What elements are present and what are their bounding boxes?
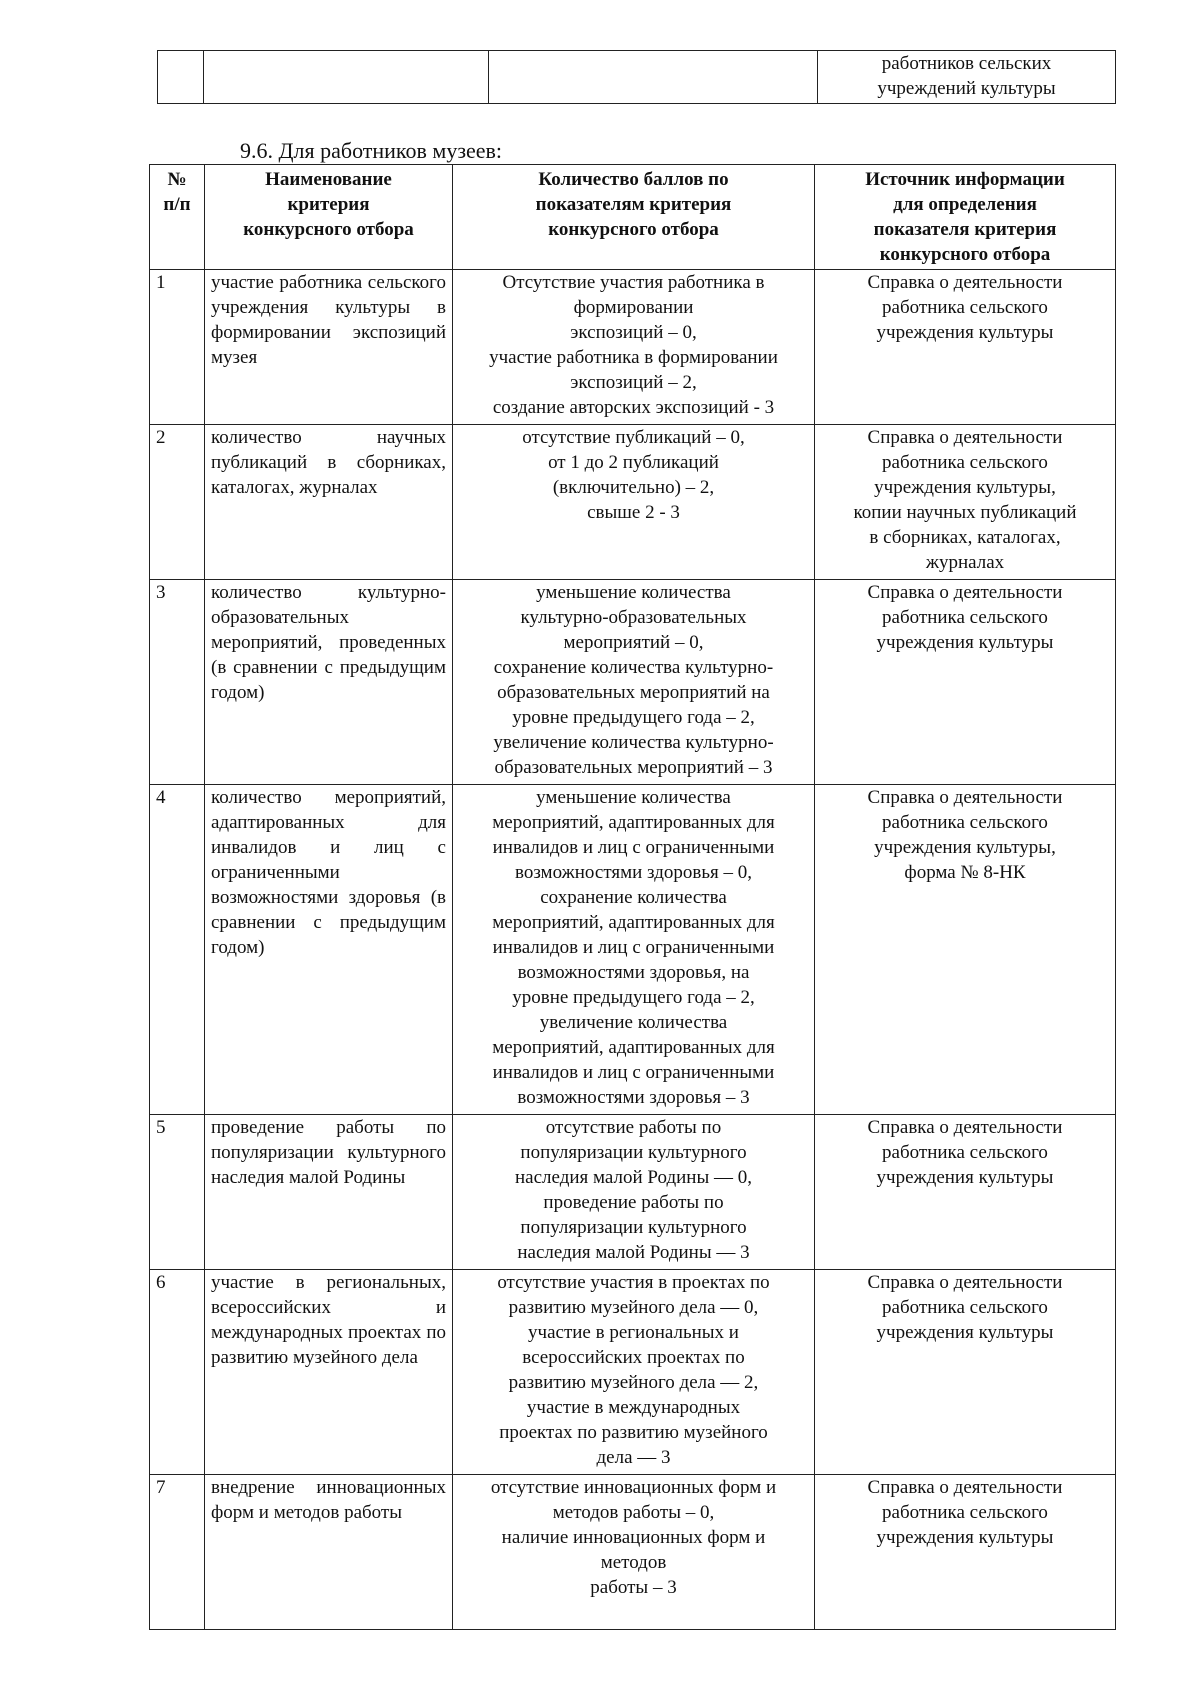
score-line: Отсутствие участия работника в bbox=[502, 272, 765, 293]
section-heading: 9.6. Для работников музеев: bbox=[240, 138, 503, 163]
source-line: работника сельского bbox=[882, 297, 1048, 318]
source-line: работника сельского bbox=[882, 812, 1048, 833]
cell-line: учреждений культуры bbox=[877, 78, 1056, 99]
score-line: методов bbox=[600, 1552, 667, 1573]
score-line: образовательных мероприятий – 3 bbox=[494, 757, 773, 778]
table-row bbox=[150, 785, 1116, 1115]
header-line: конкурсного отбора bbox=[879, 244, 1051, 265]
score-line: отсутствие публикаций – 0, bbox=[522, 427, 745, 448]
source-line: в сборниках, каталогах, bbox=[869, 527, 1061, 548]
header-line: № bbox=[167, 169, 187, 190]
score-line: дела — 3 bbox=[596, 1447, 671, 1468]
source-line: Справка о деятельности bbox=[867, 1477, 1063, 1498]
score-line: наследия малой Родины — 3 bbox=[517, 1242, 750, 1263]
score-line: экспозиций – 2, bbox=[570, 372, 697, 393]
row-source bbox=[815, 580, 1116, 785]
score-line: мероприятий, адаптированных для bbox=[492, 812, 775, 833]
row-scores bbox=[453, 1115, 815, 1270]
source-line: Справка о деятельности bbox=[867, 1272, 1063, 1293]
row-criterion: участие работника сельского учреждения культуры в формировании экспозиций музея bbox=[205, 270, 453, 425]
source-line: работника сельского bbox=[882, 1142, 1048, 1163]
row-number: 5 bbox=[150, 1115, 205, 1270]
source-line: журналах bbox=[925, 552, 1005, 573]
row-source bbox=[815, 1115, 1116, 1270]
source-line: Справка о деятельности bbox=[867, 427, 1063, 448]
criteria-table bbox=[149, 164, 1116, 1630]
score-line: развитию музейного дела — 0, bbox=[508, 1297, 759, 1318]
score-line: экспозиций – 0, bbox=[570, 322, 697, 343]
source-line: учреждения культуры, bbox=[874, 477, 1056, 498]
score-line: отсутствие участия в проектах по bbox=[497, 1272, 770, 1293]
score-line: популяризации культурного bbox=[520, 1217, 747, 1238]
header-line: п/п bbox=[163, 194, 191, 215]
source-line: учреждения культуры bbox=[876, 1527, 1054, 1548]
row-criterion: участие в региональных, всероссийских и международных проектах по развитию музейного дела bbox=[205, 1270, 453, 1475]
row-criterion: количество научных публикаций в сборниках, каталогах, журналах bbox=[205, 425, 453, 580]
row-number: 7 bbox=[150, 1475, 205, 1630]
score-line: уменьшение количества bbox=[536, 582, 731, 603]
table-row bbox=[150, 1475, 1116, 1630]
table-row bbox=[150, 580, 1116, 785]
row-number: 6 bbox=[150, 1270, 205, 1475]
row-scores bbox=[453, 580, 815, 785]
score-line: инвалидов и лиц с ограниченными bbox=[492, 837, 775, 858]
previous-table-fragment bbox=[157, 50, 1116, 104]
score-line: популяризации культурного bbox=[520, 1142, 747, 1163]
score-line: уровне предыдущего года – 2, bbox=[512, 707, 755, 728]
table-row bbox=[150, 425, 1116, 580]
source-line: учреждения культуры bbox=[876, 632, 1054, 653]
header-line: конкурсного отбора bbox=[548, 219, 719, 240]
score-line: наличие инновационных форм и bbox=[501, 1527, 766, 1548]
score-line: участие в международных bbox=[526, 1397, 741, 1418]
source-line: Справка о деятельности bbox=[867, 787, 1063, 808]
row-scores bbox=[453, 270, 815, 425]
header-line: Источник информации bbox=[865, 169, 1065, 190]
source-line: форма № 8-НК bbox=[904, 862, 1026, 883]
header-criterion bbox=[205, 165, 453, 270]
table-row bbox=[158, 51, 1116, 104]
header-scores bbox=[453, 165, 815, 270]
source-line: учреждения культуры bbox=[876, 322, 1054, 343]
row-scores bbox=[453, 785, 815, 1115]
source-line: учреждения культуры bbox=[876, 1322, 1054, 1343]
header-line: для определения bbox=[893, 194, 1037, 215]
score-line: сохранение количества культурно- bbox=[493, 657, 774, 678]
source-line: работника сельского bbox=[882, 1297, 1048, 1318]
score-line: участие в региональных и bbox=[528, 1322, 739, 1343]
row-criterion: внедрение инновационных форм и методов работы bbox=[205, 1475, 453, 1630]
score-line: инвалидов и лиц с ограниченными bbox=[492, 937, 775, 958]
row-scores bbox=[453, 425, 815, 580]
row-number: 2 bbox=[150, 425, 205, 580]
header-number bbox=[150, 165, 205, 270]
table-row bbox=[150, 1115, 1116, 1270]
row-number: 1 bbox=[150, 270, 205, 425]
score-line: мероприятий, адаптированных для bbox=[492, 1037, 775, 1058]
score-line: мероприятий, адаптированных для bbox=[492, 912, 775, 933]
table-row bbox=[150, 270, 1116, 425]
row-criterion: проведение работы по популяризации культурного наследия малой Родины bbox=[205, 1115, 453, 1270]
source-line: Справка о деятельности bbox=[867, 272, 1063, 293]
score-line: возможностями здоровья – 3 bbox=[517, 1087, 750, 1108]
score-line: уровне предыдущего года – 2, bbox=[512, 987, 755, 1008]
row-criterion: количество мероприятий, адаптированных для инвалидов и лиц с ограниченными возможностями здоровья (в сравнении с предыдущим годом) bbox=[205, 785, 453, 1115]
row-number: 3 bbox=[150, 580, 205, 785]
row-criterion: количество культурно-образовательных мероприятий, проведенных (в сравнении с предыдущим годом) bbox=[205, 580, 453, 785]
header-line: Количество баллов по bbox=[538, 169, 729, 190]
score-line: работы – 3 bbox=[590, 1577, 677, 1598]
score-line: проведение работы по bbox=[543, 1192, 724, 1213]
source-line: работника сельского bbox=[882, 452, 1048, 473]
score-line: участие работника в формировании bbox=[489, 347, 778, 368]
table-cell bbox=[818, 51, 1116, 104]
score-line: от 1 до 2 публикаций bbox=[548, 452, 719, 473]
header-line: показателям критерия bbox=[535, 194, 732, 215]
score-line: образовательных мероприятий на bbox=[497, 682, 770, 703]
table-cell bbox=[204, 51, 489, 104]
row-source bbox=[815, 1475, 1116, 1630]
source-line: работника сельского bbox=[882, 607, 1048, 628]
table-header-row bbox=[150, 165, 1116, 270]
header-line: Наименование bbox=[265, 169, 392, 190]
score-line: уменьшение количества bbox=[536, 787, 731, 808]
score-line: развитию музейного дела — 2, bbox=[508, 1372, 759, 1393]
cell-line: работников сельских bbox=[881, 53, 1052, 74]
score-line: проектах по развитию музейного bbox=[499, 1422, 768, 1443]
source-line: Справка о деятельности bbox=[867, 1117, 1063, 1138]
row-source bbox=[815, 1270, 1116, 1475]
source-line: Справка о деятельности bbox=[867, 582, 1063, 603]
row-source bbox=[815, 425, 1116, 580]
score-line: всероссийских проектах по bbox=[522, 1347, 745, 1368]
source-line: работника сельского bbox=[882, 1502, 1048, 1523]
row-scores bbox=[453, 1270, 815, 1475]
score-line: наследия малой Родины — 0, bbox=[515, 1167, 752, 1188]
row-scores bbox=[453, 1475, 815, 1630]
score-line: возможностями здоровья – 0, bbox=[514, 862, 753, 883]
score-line: увеличение количества bbox=[539, 1012, 728, 1033]
row-source bbox=[815, 270, 1116, 425]
score-line: сохранение количества bbox=[540, 887, 727, 908]
score-line: культурно-образовательных bbox=[520, 607, 747, 628]
table-row bbox=[150, 1270, 1116, 1475]
score-line: методов работы – 0, bbox=[552, 1502, 715, 1523]
header-line: критерия bbox=[287, 194, 370, 215]
score-line: инвалидов и лиц с ограниченными bbox=[492, 1062, 775, 1083]
score-line: увеличение количества культурно- bbox=[493, 732, 774, 753]
source-line: учреждения культуры, bbox=[874, 837, 1056, 858]
row-source bbox=[815, 785, 1116, 1115]
score-line: возможностями здоровья, на bbox=[517, 962, 750, 983]
score-line: отсутствие инновационных форм и bbox=[490, 1477, 777, 1498]
header-line: показателя критерия bbox=[873, 219, 1057, 240]
table-cell bbox=[489, 51, 818, 104]
score-line: (включительно) – 2, bbox=[552, 477, 715, 498]
header-source bbox=[815, 165, 1116, 270]
score-line: мероприятий – 0, bbox=[563, 632, 704, 653]
source-line: копии научных публикаций bbox=[853, 502, 1077, 523]
source-line: учреждения культуры bbox=[876, 1167, 1054, 1188]
header-line: конкурсного отбора bbox=[243, 219, 414, 240]
table-cell bbox=[158, 51, 204, 104]
score-line: создание авторских экспозиций - 3 bbox=[492, 397, 775, 418]
score-line: формировании bbox=[573, 297, 694, 318]
score-line: отсутствие работы по bbox=[545, 1117, 722, 1138]
score-line: свыше 2 - 3 bbox=[587, 502, 680, 523]
row-number: 4 bbox=[150, 785, 205, 1115]
